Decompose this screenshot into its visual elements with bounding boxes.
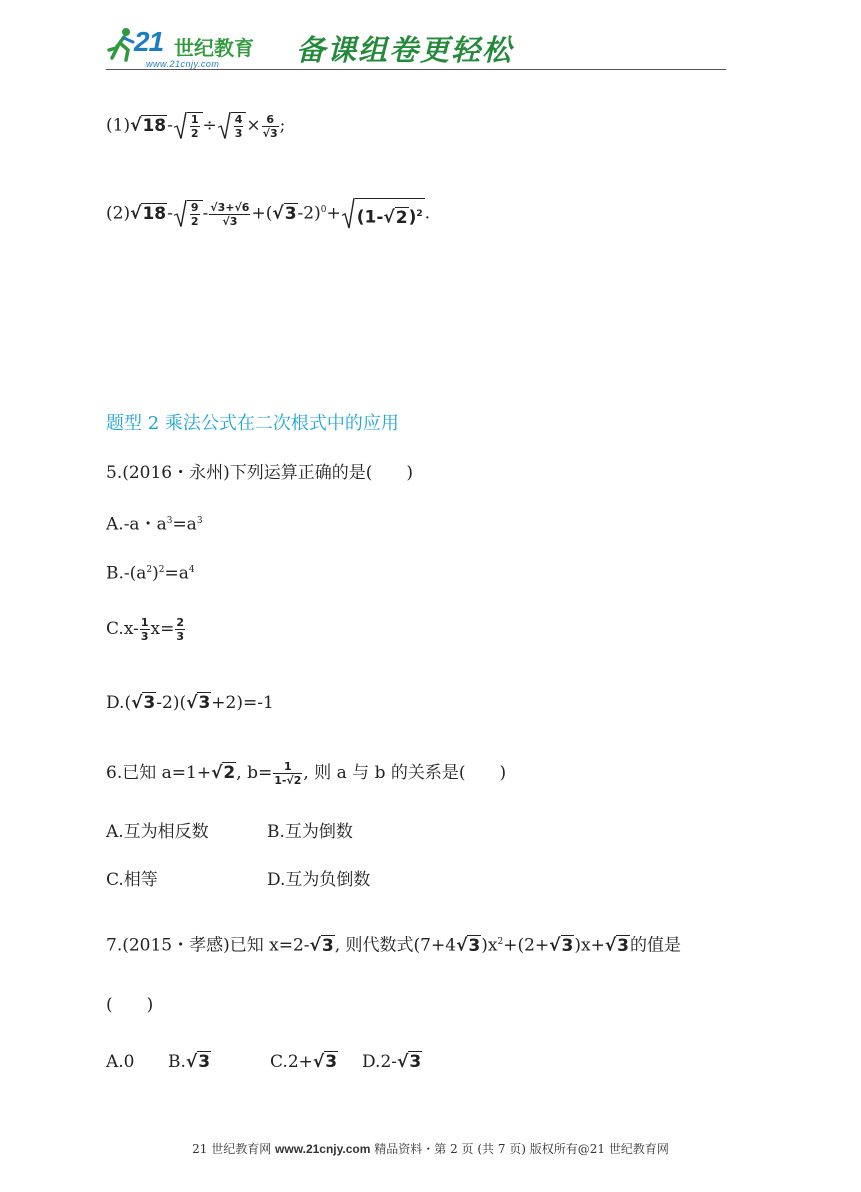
- sqrt-18: √18: [130, 115, 167, 136]
- footer-url[interactable]: www.21cnjy.com: [275, 1142, 371, 1156]
- q7-option-d: D.2-√3: [362, 1052, 422, 1072]
- slogan: 备课组卷更轻松: [296, 33, 514, 67]
- footer-site: 21 世纪教育网: [192, 1142, 272, 1156]
- q5-option-c: C.x- $\frac{1}{3}$ x= $\frac{2}{3}$: [106, 616, 185, 643]
- footer-info: 精品资料・第 2 页 (共 7 页) 版权所有@21 世纪教育网: [374, 1142, 669, 1156]
- sqrt-one-minus-root2-squared: $(1-√2)^2$: [342, 198, 425, 230]
- logo-number: 21: [134, 26, 164, 57]
- problem-2-label: (2): [106, 203, 131, 224]
- problem-1-label: (1): [106, 115, 131, 136]
- sqrt-one-half: $\frac{1}{2}$: [174, 112, 203, 140]
- q7-option-a: A.0: [106, 1052, 135, 1072]
- q6-option-a: A.互为相反数: [106, 822, 209, 842]
- logo-name: 世纪教育: [174, 36, 254, 60]
- q6-option-d: D.互为负倒数: [267, 870, 371, 890]
- q6-stem: 6.已知 a=1+√2, b= $\frac{1}{1-√2}$ , 则 a 与 b 的关系是( ): [106, 760, 507, 787]
- problem-1: (1)√18- $\frac{1}{2}$ ÷ $\frac{4}{3}$ × $\frac{6}{√3}$ ;: [106, 112, 286, 140]
- sqrt-18: √18: [130, 203, 167, 224]
- logo-url: www.21cnjy.com: [146, 59, 220, 69]
- footer: [0, 1140, 861, 1157]
- q5-option-a: A.-a・$a^3=a^3$: [106, 514, 203, 535]
- q7-option-c: C.2+√3: [270, 1052, 338, 1072]
- q7-option-b: B.√3: [168, 1052, 211, 1072]
- problem-2: (2)√18- $\frac{9}{2}$ - $\frac{√3+√6}{√3}$ $+(√3-2)^0+$ $(1-√2)^2$ .: [106, 198, 430, 230]
- q5-stem: 5.(2016・永州)下列运算正确的是( ): [106, 463, 414, 483]
- section-title: 题型 2 乘法公式在二次根式中的应用: [106, 413, 399, 434]
- q6-option-c: C.相等: [106, 870, 158, 890]
- header-divider: [106, 69, 726, 70]
- sqrt-nine-halves: $\frac{9}{2}$: [174, 200, 203, 228]
- q5-option-d: D.(√3-2)(√3+2)=-1: [106, 693, 274, 713]
- q6-option-b: B.互为倒数: [267, 822, 353, 842]
- logo: [106, 26, 286, 74]
- q7-stem: 7.(2015・孝感)已知 x=2-√3, 则代数式$(7+4√3)x^2+(2+√3)x+√3$的值是: [106, 935, 681, 956]
- q7-paren: ( ): [106, 995, 154, 1015]
- q5-option-b: $B.-(a^2)^2=a^4$: [106, 563, 195, 584]
- sqrt-four-thirds: $\frac{4}{3}$: [218, 112, 247, 140]
- runner-logo-icon: [106, 26, 136, 66]
